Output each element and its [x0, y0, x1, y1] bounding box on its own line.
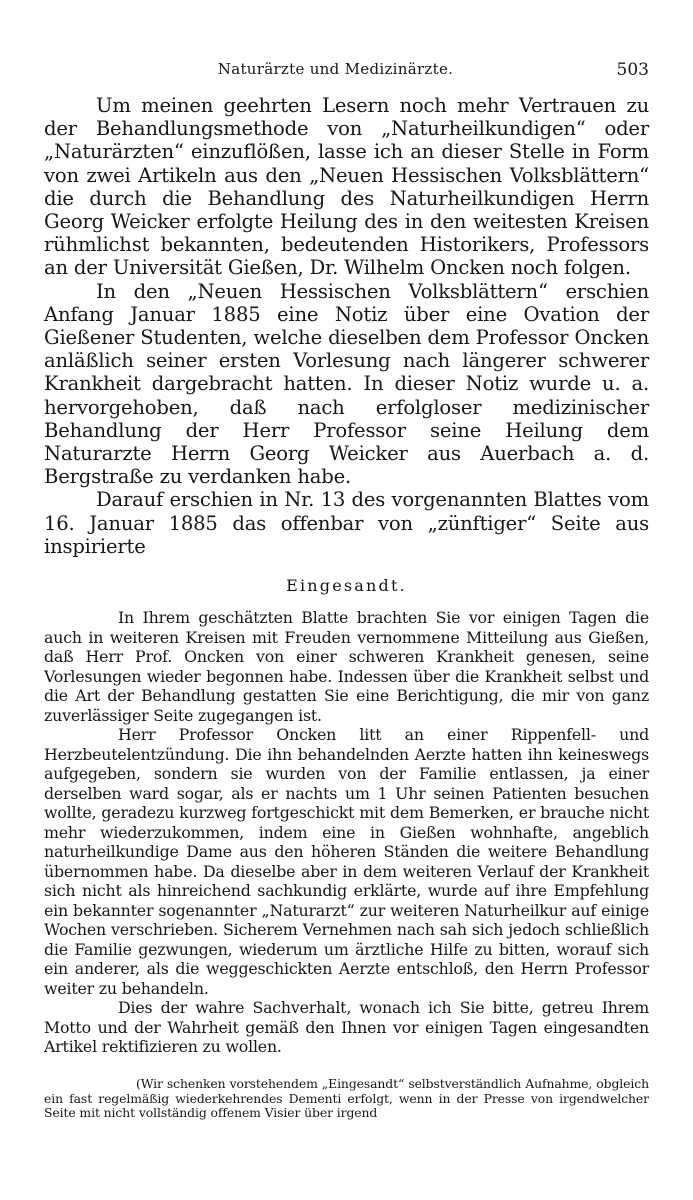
running-head: Naturärzte und Medizinärzte.: [217, 60, 454, 78]
paragraph-intro: Um meinen geehrten Lesern noch mehr Vertrauen zu der Behandlungsmethode von „Naturheilkundigen“ oder „Naturärzten“ einzuflößen, lasse ich an dieser Stelle in Form von zwei Artikeln aus den „Neuen Hessischen Volksblättern“ die durch die Behandlung des Naturheilkundigen Herrn Georg Weicker erfolgte Heilung des in den weitesten Kreisen rühmlichst bekannten, bedeutenden Historikers, Professors an der Universität Gießen, Dr. Wilhelm Oncken noch folgen.: [44, 94, 649, 280]
letter-paragraph-3: Dies der wahre Sachverhalt, wonach ich Sie bitte, getreu Ihrem Motto und der Wahrheit gemäß den Ihnen vor einigen Tagen eingesandten Artikel rektifizieren zu wollen.: [44, 998, 649, 1056]
letter-paragraph-1: In Ihrem geschätzten Blatte brachten Sie vor einigen Tagen die auch in weiteren Kreisen mit Freuden vernommene Mitteilung aus Gießen, daß Herr Prof. Oncken von einer schweren Krankheit genesen, seine Vorlesungen wieder begonnen habe. Indessen über die Krankheit selbst und die Art der Behandlung gestatten Sie eine Berichtigung, die mir von ganz zuverlässiger Seite zugegangen ist.: [44, 608, 649, 725]
editorial-note-text: (Wir schenken vorstehendem „Eingesandt“ selbstverständlich Aufnahme, obgleich ein fast regelmäßig wiederkehrendes Dementi erfolgt, wenn in der Presse von irgendwelcher Seite mit nicht vollständig offenem Visier über irgend: [44, 1076, 649, 1121]
letter-text: [44, 608, 649, 1057]
main-text: [44, 94, 649, 558]
paragraph-reply: Darauf erschien in Nr. 13 des vorgenannten Blattes vom 16. Januar 1885 das offenbar von „zünftiger“ Seite aus inspirierte: [44, 488, 649, 558]
paragraph-notice: In den „Neuen Hessischen Volksblättern“ erschien Anfang Januar 1885 eine Notiz über eine Ovation der Gießener Studenten, welche dieselben dem Professor Oncken anläßlich seiner ersten Vorlesung nach längerer schwerer Krankheit dargebracht hatten. In dieser Notiz wurde u. a. hervorgehoben, daß nach erfolgloser medizinischer Behandlung der Herr Professor seine Heilung dem Naturarzte Herrn Georg Weicker aus Auerbach a. d. Bergstraße zu verdanken habe.: [44, 279, 649, 489]
page-header: [22, 60, 649, 84]
editorial-note: [44, 1077, 649, 1121]
page-number: 503: [616, 60, 649, 80]
section-title: Eingesandt.: [286, 576, 407, 595]
letter-paragraph-2: Herr Professor Oncken litt an einer Rippenfell- und Herzbeutelentzündung. Die ihn behandelnden Aerzte hatten ihn keineswegs aufgegeben, sondern sie wurden von der Familie entlassen, ja einer derselben ward sogar, als er nachts um 1 Uhr seinen Patienten besuchen wollte, geradezu kurzweg fortgeschickt mit dem Bemerken, er brauche nicht mehr wiederzukommen, indem eine in Gießen wohnhafte, angeblich naturheilkundige Dame aus den höheren Ständen die weitere Behandlung übernommen habe. Da dieselbe aber in dem weiteren Verlauf der Krankheit sich nicht als hinreichend sachkundig erklärte, wurde auf ihre Empfehlung ein bekannter sogenannter „Naturarzt“ zur weiteren Naturheilkur auf einige Wochen verschrieben. Sicherem Vernehmen nach sah sich jedoch schließlich die Familie gezwungen, wiederum um ärztliche Hilfe zu bitten, worauf sich ein anderer, als die weggeschickten Aerzte entschloß, den Herrn Professor weiter zu behandeln.: [44, 725, 649, 998]
